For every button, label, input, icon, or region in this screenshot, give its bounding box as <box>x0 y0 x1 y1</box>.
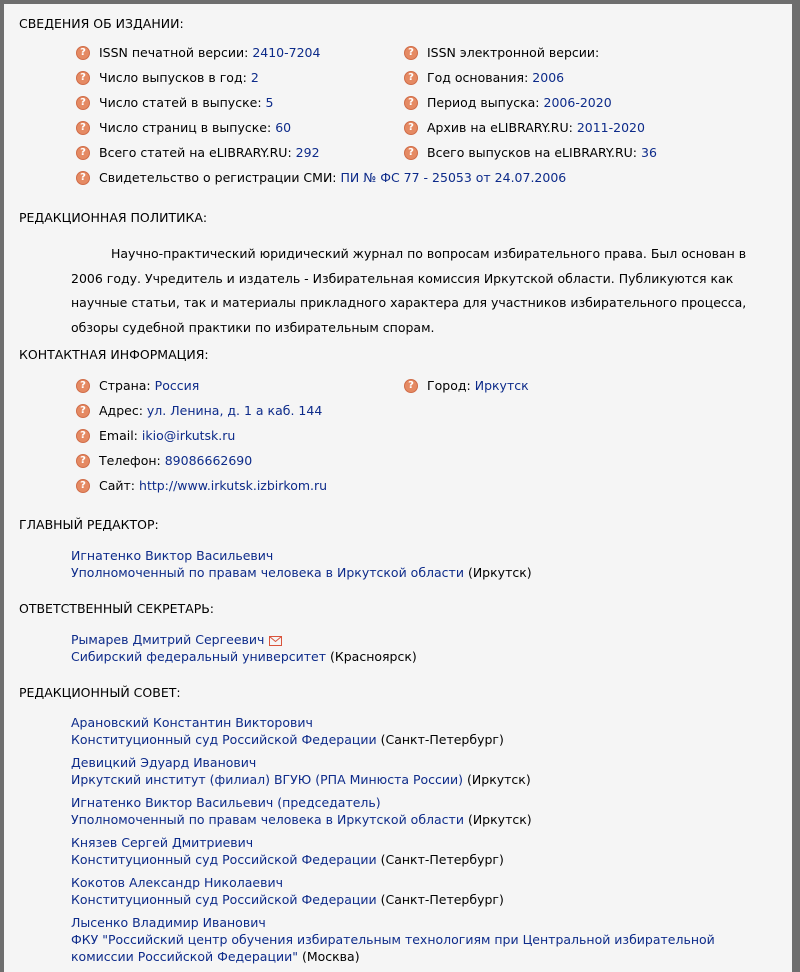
policy-text: Научно-практический юридический журнал по вопросам избирательного права. Был основан в 2006 году. Учредитель и издатель - Избирательная комиссия Иркутской области. Публикуются как научные статьи, так и материалы прикладного характера для участников избирательного процесса, обзоры судебной практики по избирательным спорам. <box>71 246 747 335</box>
board-member-city: (Санкт-Петербург) <box>380 892 504 907</box>
board-member-city: (Иркутск) <box>467 812 532 827</box>
question-icon[interactable]: ? <box>404 121 418 135</box>
secretary-name-link[interactable]: Рымарев Дмитрий Сергеевич <box>71 632 265 647</box>
issues-per-year-row <box>76 70 259 85</box>
total-issues-row <box>404 145 657 160</box>
policy-section-title: РЕДАКЦИОННАЯ ПОЛИТИКА: <box>19 210 208 225</box>
question-icon[interactable]: ? <box>76 454 90 468</box>
envelope-icon[interactable] <box>269 636 282 646</box>
board-member <box>71 794 532 828</box>
board-member-org-link[interactable]: Конституционный суд Российской Федерации <box>71 732 377 747</box>
question-icon[interactable]: ? <box>76 46 90 60</box>
address-label: Адрес: <box>99 403 143 418</box>
board-member-affiliation <box>71 851 504 868</box>
board-member-name-link[interactable]: Лысенко Владимир Иванович <box>71 915 266 930</box>
founded-year-row <box>404 70 564 85</box>
issn-print-row <box>76 45 320 60</box>
country-label: Страна: <box>99 378 151 393</box>
issue-period-value: 2006-2020 <box>543 95 612 110</box>
founded-year-label: Год основания: <box>427 70 529 85</box>
board-member-city: (Санкт-Петербург) <box>380 732 504 747</box>
pages-per-issue-label: Число страниц в выпуске: <box>99 120 272 135</box>
country-row <box>76 378 199 393</box>
board-member <box>71 914 715 965</box>
secretary-entry <box>71 631 417 665</box>
issn-online-row <box>404 45 603 60</box>
issue-period-row <box>404 95 612 110</box>
chief-editor-affiliation <box>71 564 532 581</box>
issn-print-value[interactable]: 2410-7204 <box>252 45 321 60</box>
media-registration-row <box>76 170 566 185</box>
board-member-affiliation-cont <box>71 948 715 965</box>
email-row <box>76 428 235 443</box>
question-icon[interactable]: ? <box>76 71 90 85</box>
board-member-affiliation <box>71 811 532 828</box>
question-icon[interactable]: ? <box>76 146 90 160</box>
board-member-affiliation <box>71 891 504 908</box>
question-icon[interactable]: ? <box>404 96 418 110</box>
board-member-affiliation <box>71 731 504 748</box>
board-member-org-link[interactable]: Конституционный суд Российской Федерации <box>71 852 377 867</box>
board-member-city: (Санкт-Петербург) <box>380 852 504 867</box>
publication-section-title: СВЕДЕНИЯ ОБ ИЗДАНИИ: <box>19 16 184 31</box>
board-member-affiliation <box>71 931 715 948</box>
city-value: Иркутск <box>474 378 529 393</box>
question-icon[interactable]: ? <box>76 379 90 393</box>
question-icon[interactable]: ? <box>404 379 418 393</box>
board-member-name-link[interactable]: Кокотов Александр Николаевич <box>71 875 283 890</box>
email-link[interactable]: ikio@irkutsk.ru <box>141 428 236 443</box>
issue-period-label: Период выпуска: <box>427 95 540 110</box>
pages-per-issue-row <box>76 120 291 135</box>
chief-editor-city: (Иркутск) <box>467 565 532 580</box>
board-member <box>71 834 504 868</box>
chief-editor-entry <box>71 547 532 581</box>
archive-row <box>404 120 645 135</box>
question-icon[interactable]: ? <box>404 146 418 160</box>
total-issues-label: Всего выпусков на eLIBRARY.RU: <box>427 145 638 160</box>
site-link[interactable]: http://www.irkutsk.izbirkom.ru <box>139 478 328 493</box>
pages-per-issue-value: 60 <box>275 120 292 135</box>
board-member-name-link[interactable]: Князев Сергей Дмитриевич <box>71 835 254 850</box>
founded-year-value: 2006 <box>532 70 565 85</box>
board-member-org-link[interactable]: Иркутский институт (филиал) ВГУЮ (РПА Минюста России) <box>71 772 464 787</box>
board-section-title: РЕДАКЦИОННЫЙ СОВЕТ: <box>19 685 181 700</box>
question-icon[interactable]: ? <box>76 429 90 443</box>
media-registration-label: Свидетельство о регистрации СМИ: <box>99 170 337 185</box>
chief-editor-org-link[interactable]: Уполномоченный по правам человека в Иркутской области <box>71 565 464 580</box>
address-row <box>76 403 322 418</box>
board-member-org-link[interactable]: комиссии Российской Федерации" <box>71 949 298 964</box>
secretary-section-title: ОТВЕТСТВЕННЫЙ СЕКРЕТАРЬ: <box>19 601 215 616</box>
address-value: ул. Ленина, д. 1 а каб. 144 <box>146 403 323 418</box>
issues-per-year-value: 2 <box>250 70 259 85</box>
secretary-affiliation <box>71 648 417 665</box>
media-registration-value: ПИ № ФС 77 - 25053 от 24.07.2006 <box>340 170 567 185</box>
total-articles-value[interactable]: 292 <box>295 145 320 160</box>
articles-per-issue-label: Число статей в выпуске: <box>99 95 262 110</box>
total-issues-value[interactable]: 36 <box>641 145 657 160</box>
issn-online-label: ISSN электронной версии: <box>427 45 600 60</box>
board-member-name-link[interactable]: Игнатенко Виктор Васильевич (председатель) <box>71 795 381 810</box>
question-icon[interactable]: ? <box>404 71 418 85</box>
articles-per-issue-value: 5 <box>265 95 274 110</box>
journal-info-panel <box>4 4 792 972</box>
email-label: Email: <box>99 428 138 443</box>
phone-label: Телефон: <box>99 453 161 468</box>
question-icon[interactable]: ? <box>76 121 90 135</box>
chief-editor-name-link[interactable]: Игнатенко Виктор Васильевич <box>71 548 274 563</box>
board-member-name-link[interactable]: Арановский Константин Викторович <box>71 715 313 730</box>
question-icon[interactable]: ? <box>76 171 90 185</box>
country-value: Россия <box>154 378 200 393</box>
secretary-org-link[interactable]: Сибирский федеральный университет <box>71 649 326 664</box>
question-icon[interactable]: ? <box>404 46 418 60</box>
board-member-city: (Иркутск) <box>467 772 531 787</box>
secretary-name-line <box>71 631 417 648</box>
total-articles-label: Всего статей на eLIBRARY.RU: <box>99 145 292 160</box>
secretary-city: (Красноярск) <box>329 649 417 664</box>
board-member-city: (Москва) <box>301 949 360 964</box>
board-member <box>71 754 531 788</box>
question-icon[interactable]: ? <box>76 404 90 418</box>
board-member-org-link[interactable]: Уполномоченный по правам человека в Иркутской области <box>71 812 464 827</box>
board-member-org-link[interactable]: ФКУ "Российский центр обучения избирательным технологиям при Центральной избирательной <box>71 932 715 947</box>
phone-value: 89086662690 <box>164 453 253 468</box>
question-icon[interactable]: ? <box>76 479 90 493</box>
board-member-name-link[interactable]: Девицкий Эдуард Иванович <box>71 755 257 770</box>
board-member-affiliation <box>71 771 531 788</box>
question-icon[interactable]: ? <box>76 96 90 110</box>
site-row <box>76 478 327 493</box>
city-row <box>404 378 529 393</box>
board-member <box>71 714 504 748</box>
site-label: Сайт: <box>99 478 136 493</box>
contacts-section-title: КОНТАКТНАЯ ИНФОРМАЦИЯ: <box>19 347 209 362</box>
board-member-org-link[interactable]: Конституционный суд Российской Федерации <box>71 892 377 907</box>
issues-per-year-label: Число выпусков в год: <box>99 70 247 85</box>
total-articles-row <box>76 145 320 160</box>
chief-editor-section-title: ГЛАВНЫЙ РЕДАКТОР: <box>19 517 159 532</box>
board-member <box>71 874 504 908</box>
city-label: Город: <box>427 378 471 393</box>
archive-value[interactable]: 2011-2020 <box>576 120 645 135</box>
archive-label: Архив на eLIBRARY.RU: <box>427 120 573 135</box>
articles-per-issue-row <box>76 95 273 110</box>
issn-print-label: ISSN печатной версии: <box>99 45 249 60</box>
phone-row <box>76 453 252 468</box>
